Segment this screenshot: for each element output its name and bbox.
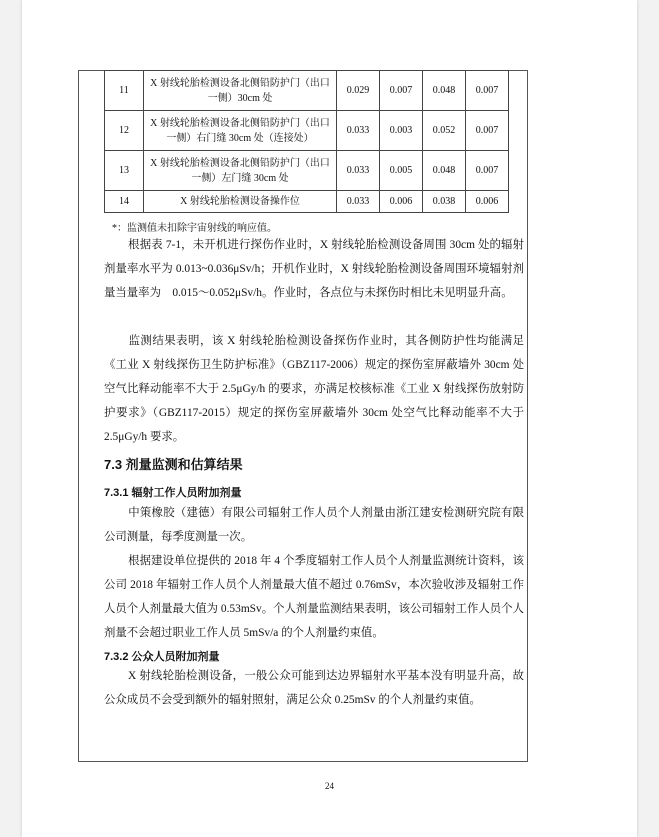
paragraph-results	[104, 233, 524, 305]
value-cell: 0.007	[466, 151, 509, 191]
value-cell: 0.048	[423, 71, 466, 111]
table-row	[105, 71, 509, 111]
value-cell: 0.006	[380, 191, 423, 213]
paragraph-dose-stats	[104, 549, 524, 645]
value-cell: 0.007	[380, 71, 423, 111]
table-row	[105, 111, 509, 151]
table-row	[105, 191, 509, 213]
measurement-table	[104, 70, 509, 213]
value-cell: 0.033	[337, 111, 380, 151]
value-cell: 0.007	[466, 71, 509, 111]
value-cell: 0.048	[423, 151, 466, 191]
measure-location: X 射线轮胎检测设备北侧铅防护门（出口一侧）30cm 处	[144, 71, 337, 111]
section-heading: 7.3 剂量监测和估算结果	[104, 457, 243, 472]
value-cell: 0.033	[337, 191, 380, 213]
table-row	[105, 151, 509, 191]
value-cell: 0.006	[466, 191, 509, 213]
row-number: 13	[105, 151, 144, 191]
measure-location: X 射线轮胎检测设备北侧铅防护门（出口一侧）左门缝 30cm 处	[144, 151, 337, 191]
value-cell: 0.052	[423, 111, 466, 151]
subsection-heading: 7.3.1 辐射工作人员附加剂量	[104, 487, 242, 499]
row-number: 14	[105, 191, 144, 213]
value-cell: 0.029	[337, 71, 380, 111]
table-note: *：监测值未扣除宇宙射线的响应值。	[112, 223, 277, 234]
paragraph-text: X 射线轮胎检测设备，一般公众可能到达边界辐射水平基本没有明显升高，故公众成员不会受到额外的辐射照射，满足公众 0.25mSv 的个人剂量约束值。	[104, 670, 524, 706]
paragraph-public-dose	[104, 664, 524, 712]
row-number: 12	[105, 111, 144, 151]
paragraph-text: 根据建设单位提供的 2018 年 4 个季度辐射工作人员个人剂量监测统计资料，该公司 2018 年辐射工作人员个人剂量最大值不超过 0.76mSv，本次验收涉及辐射工作人员个人剂量最大值为 0.53mSv。个人剂量监测结果表明，该公司辐射工作人员个人剂量不会超过职业工作人员 5mSv/a 的个人剂量约束值。	[104, 555, 524, 639]
measure-location: X 射线轮胎检测设备北侧铅防护门（出口一侧）右门缝 30cm 处（连接处）	[144, 111, 337, 151]
value-cell: 0.007	[466, 111, 509, 151]
row-number: 11	[105, 71, 144, 111]
value-cell: 0.038	[423, 191, 466, 213]
paragraph-dosimetry	[104, 501, 524, 549]
paragraph-text: 监测结果表明，该 X 射线轮胎检测设备探伤作业时，其各侧防护性均能满足《工业 X 射线探伤卫生防护标准》（GBZ117-2006）规定的探伤室屏蔽墙外 30cm 处空气比释动能率不大于 2.5μGy/h 的要求，亦满足校核标准《工业 X 射线探伤放射防护要求》（GBZ117-2015）规定的探伤室屏蔽墙外 30cm 处空气比释动能率不大于 2.5μGy/h 要求。	[104, 335, 524, 443]
value-cell: 0.003	[380, 111, 423, 151]
page-number: 24	[325, 781, 334, 791]
subsection-heading: 7.3.2 公众人员附加剂量	[104, 651, 220, 663]
paragraph-text: 中策橡胶（建德）有限公司辐射工作人员个人剂量由浙江建安检测研究院有限公司测量，每季度测量一次。	[104, 507, 524, 543]
measure-location: X 射线轮胎检测设备操作位	[144, 191, 337, 213]
paragraph-text: 根据表 7-1，未开机进行探伤作业时，X 射线轮胎检测设备周围 30cm 处的辐射剂量率水平为 0.013~0.036μSv/h；开机作业时，X 射线轮胎检测设备周围环境辐射剂量当量率为 0.015～0.052μSv/h。作业时，各点位与未探伤时相比未见明显升高。	[104, 239, 524, 299]
value-cell: 0.005	[380, 151, 423, 191]
paragraph-conclusion	[104, 329, 524, 449]
value-cell: 0.033	[337, 151, 380, 191]
